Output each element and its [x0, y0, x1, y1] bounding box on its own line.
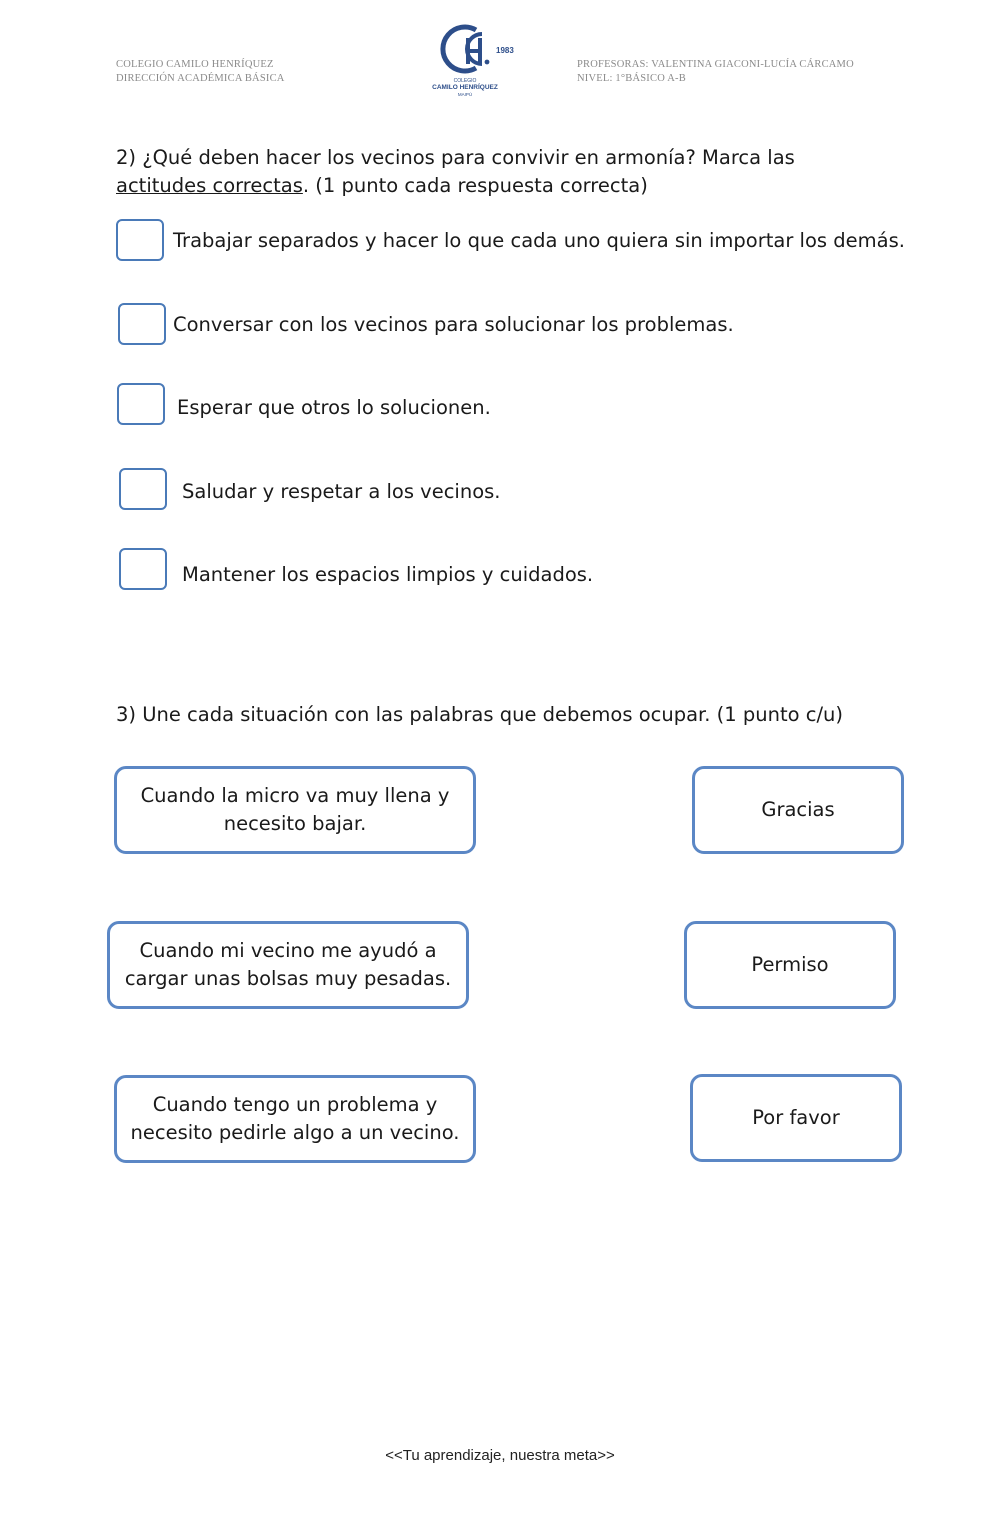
situation-3-line1: Cuando tengo un problema y — [152, 1093, 438, 1116]
school-logo-icon — [430, 24, 530, 102]
option-1-label: Trabajar separados y hacer lo que cada uno quiera sin importar los demás. — [173, 229, 905, 252]
word-gracias-box[interactable] — [692, 766, 904, 854]
school-info — [116, 58, 285, 86]
option-1-checkbox[interactable] — [116, 219, 164, 261]
word-permiso: Permiso — [751, 953, 829, 976]
question-3: 3) Une cada situación con las palabras que debemos ocupar. (1 punto c/u) — [116, 703, 843, 726]
school-name: COLEGIO CAMILO HENRÍQUEZ — [116, 59, 274, 70]
teachers-line: PROFESORAS: VALENTINA GIACONI-LUCÍA CÁRCAMO — [577, 59, 854, 70]
school-logo — [430, 24, 530, 102]
word-permiso-box[interactable] — [684, 921, 896, 1009]
word-por-favor-box[interactable] — [690, 1074, 902, 1162]
option-3-label: Esperar que otros lo solucionen. — [177, 396, 491, 419]
situation-1-line1: Cuando la micro va muy llena y — [140, 784, 450, 807]
situation-2-line1: Cuando mi vecino me ayudó a — [139, 939, 437, 962]
logo-line1: COLEGIO — [453, 78, 477, 84]
footer-motto: <<Tu aprendizaje, nuestra meta>> — [385, 1447, 615, 1464]
word-por-favor: Por favor — [752, 1106, 840, 1129]
situation-1-box[interactable] — [114, 766, 476, 854]
question-2-suffix: . (1 punto cada respuesta correcta) — [302, 174, 648, 197]
option-4-label: Saludar y respetar a los vecinos. — [182, 480, 501, 503]
level-line: NIVEL: 1°BÁSICO A-B — [577, 73, 686, 84]
option-5-label: Mantener los espacios limpios y cuidados. — [182, 563, 594, 586]
situation-3-box[interactable] — [114, 1075, 476, 1163]
option-5-checkbox[interactable] — [119, 548, 167, 590]
question-2-underlined: actitudes correctas — [116, 174, 303, 197]
situation-3-line2: necesito pedirle algo a un vecino. — [130, 1121, 460, 1144]
word-gracias: Gracias — [761, 798, 835, 821]
option-3-checkbox[interactable] — [117, 383, 165, 425]
department-name: DIRECCIÓN ACADÉMICA BÁSICA — [116, 73, 285, 84]
option-2-checkbox[interactable] — [118, 303, 166, 345]
teacher-info — [577, 58, 854, 86]
logo-year: 1983 — [496, 46, 514, 55]
option-2-label: Conversar con los vecinos para solucionar los problemas. — [173, 313, 734, 336]
situation-1-line2: necesito bajar. — [223, 812, 367, 835]
logo-line2: CAMILO HENRÍQUEZ — [432, 84, 498, 91]
question-2 — [116, 144, 876, 200]
situation-2-line2: cargar unas bolsas muy pesadas. — [124, 967, 452, 990]
situation-2-box[interactable] — [107, 921, 469, 1009]
logo-line3: MAIPÚ — [457, 92, 473, 97]
question-2-prefix: 2) ¿Qué deben hacer los vecinos para convivir en armonía? Marca las — [116, 146, 795, 169]
option-4-checkbox[interactable] — [119, 468, 167, 510]
